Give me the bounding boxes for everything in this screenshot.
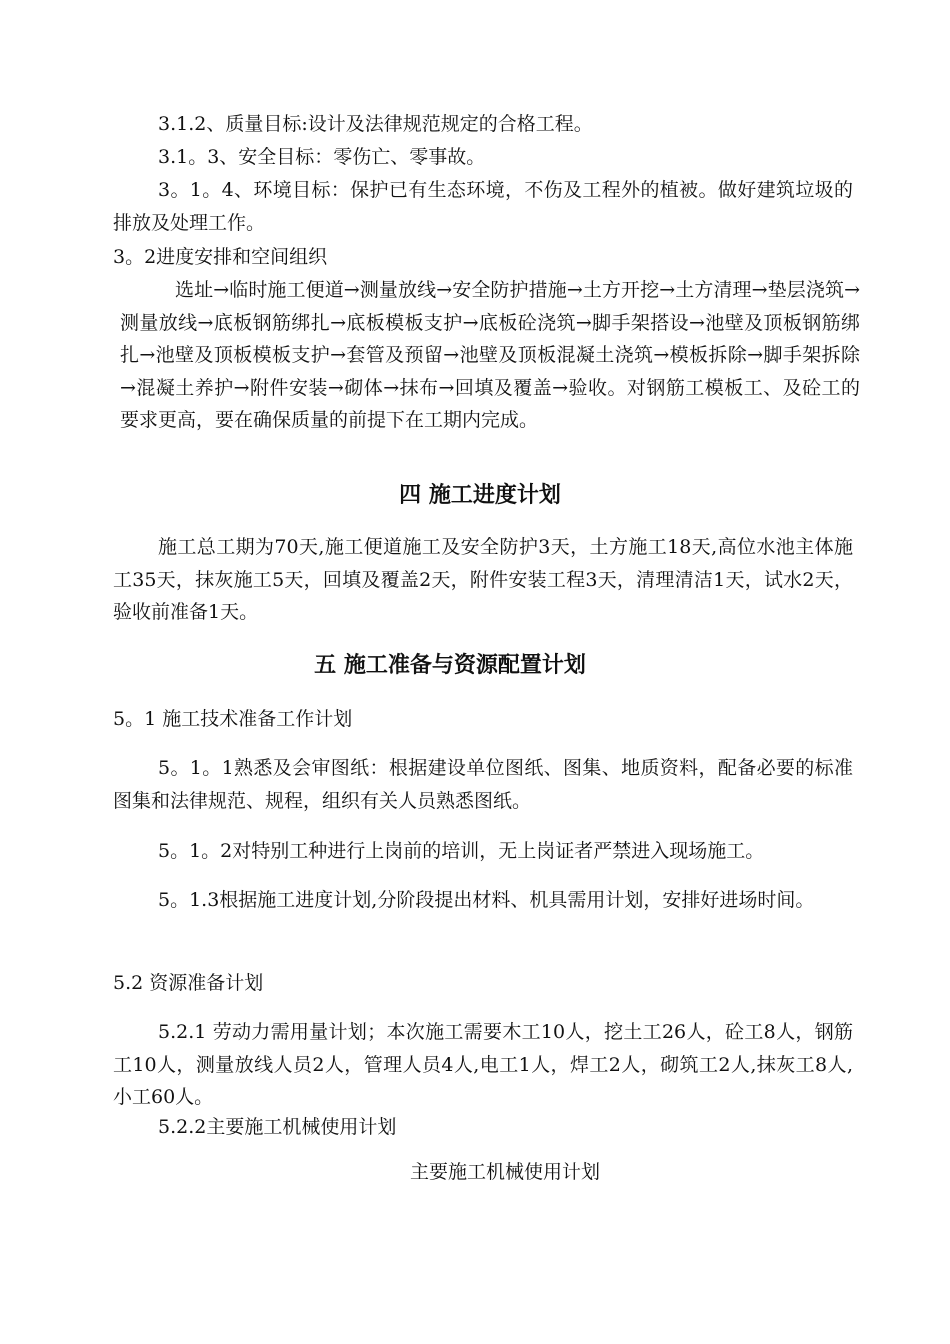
paragraph-material-plan: 5。1.3根据施工进度计划,分阶段提出材料、机具需用计划，安排好进场时间。 bbox=[158, 889, 815, 911]
paragraph-special-training: 5。1。2对特别工种进行上岗前的培训，无上岗证者严禁进入现场施工。 bbox=[158, 840, 765, 862]
paragraph-quality-goal: 3.1.2、质量目标:设计及法律规范规定的合格工程。 bbox=[158, 113, 593, 135]
subheading-schedule-organization: 3。2进度安排和空间组织 bbox=[113, 246, 328, 268]
paragraph-labor-plan: 5.2.1 劳动力需用量计划；本次施工需要木工10人，挖土工26人，砼工8人，钢筋工10人，测量放线人员2人，管理人员4人,电工1人，焊工2人，砌筑工2人,抹灰工8人,小工60人。 bbox=[113, 1021, 853, 1108]
paragraph-environment-goal: 3。1。4、环境目标：保护已有生态环境，不伤及工程外的植被。做好建筑垃圾的排放及处理工作。 bbox=[113, 179, 853, 234]
section-title-preparation-plan: 五 施工准备与资源配置计划 bbox=[314, 652, 586, 678]
section-title-progress-plan: 四 施工进度计划 bbox=[399, 482, 561, 508]
paragraph-machinery-plan: 5.2.2主要施工机械使用计划 bbox=[158, 1116, 397, 1138]
table-caption-machinery: 主要施工机械使用计划 bbox=[409, 1161, 600, 1183]
subheading-technical-preparation: 5。1 施工技术准备工作计划 bbox=[113, 708, 353, 730]
paragraph-progress-plan: 施工总工期为70天,施工便道施工及安全防护3天，土方施工18天,高位水池主体施工35天，抹灰施工5天，回填及覆盖2天，附件安装工程3天，清理清洁1天，试水2天，验收前准备1天。 bbox=[113, 536, 853, 623]
paragraph-drawing-review: 5。1。1熟悉及会审图纸：根据建设单位图纸、图集、地质资料，配备必要的标准图集和法律规范、规程，组织有关人员熟悉图纸。 bbox=[113, 757, 853, 812]
subheading-resource-preparation: 5.2 资源准备计划 bbox=[113, 972, 264, 994]
paragraph-construction-sequence: 选址→临时施工便道→测量放线→安全防护措施→土方开挖→土方清理→垫层浇筑→测量放线→底板钢筋绑扎→底板模板支护→底板砼浇筑→脚手架搭设→池壁及顶板钢筋绑扎→池壁及顶板模板支护→套管及预留→池壁及顶板混凝土浇筑→模板拆除→脚手架拆除→混凝土养护→附件安装→砌体→抹布→回填及覆盖→验收。对钢筋工模板工、及砼工的要求更高，要在确保质量的前提下在工期内完成。 bbox=[120, 279, 860, 431]
paragraph-safety-goal: 3.1。3、安全目标：零伤亡、零事故。 bbox=[158, 146, 486, 168]
